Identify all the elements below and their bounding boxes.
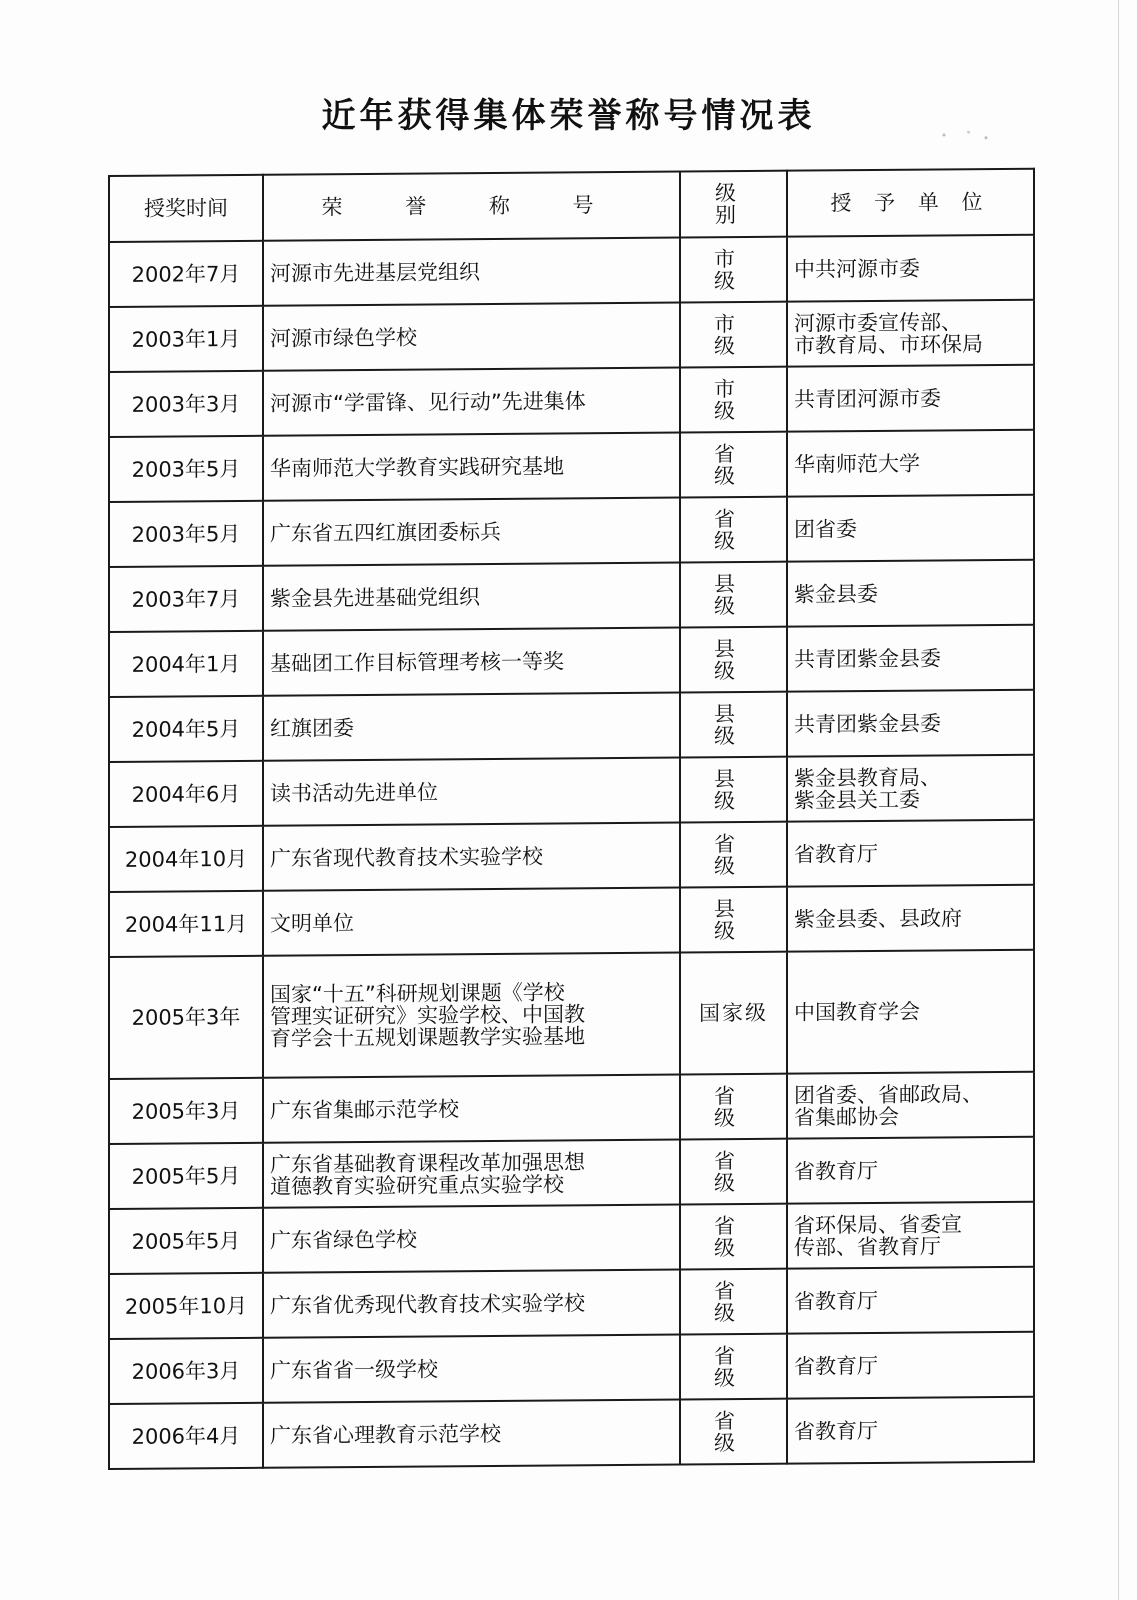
row-date: 2004年1月 bbox=[109, 631, 263, 697]
header-level: 级 别 bbox=[680, 171, 787, 238]
table-row bbox=[109, 235, 1034, 307]
table-row bbox=[109, 365, 1034, 437]
table-row bbox=[109, 300, 1034, 372]
table-row bbox=[109, 690, 1034, 762]
row-level: 县 级 bbox=[680, 757, 787, 823]
row-level: 省 级 bbox=[680, 1204, 787, 1270]
table-row bbox=[109, 950, 1034, 1079]
table-row bbox=[109, 755, 1034, 827]
row-level: 县 级 bbox=[680, 562, 787, 628]
row-grantor: 华南师范大学 bbox=[787, 430, 1034, 497]
table-row bbox=[109, 1332, 1034, 1404]
table-row bbox=[109, 1267, 1034, 1339]
row-level: 市 级 bbox=[680, 302, 787, 368]
row-honor: 文明单位 bbox=[263, 888, 680, 956]
row-honor: 广东省优秀现代教育技术实验学校 bbox=[263, 1270, 680, 1338]
row-honor: 读书活动先进单位 bbox=[263, 758, 680, 826]
row-grantor: 中共河源市委 bbox=[787, 235, 1034, 302]
table-row bbox=[109, 1397, 1034, 1469]
row-grantor: 团省委、省邮政局、 省集邮协会 bbox=[787, 1072, 1034, 1139]
scan-noise bbox=[930, 128, 1000, 142]
row-grantor: 共青团紫金县委 bbox=[787, 625, 1034, 692]
row-honor: 基础团工作目标管理考核一等奖 bbox=[263, 628, 680, 696]
row-grantor: 紫金县委、县政府 bbox=[787, 885, 1034, 952]
scan-edge-line bbox=[1118, 0, 1119, 1600]
row-honor: 广东省五四红旗团委标兵 bbox=[263, 498, 680, 566]
table-row bbox=[109, 885, 1034, 957]
row-level: 县 级 bbox=[680, 692, 787, 758]
row-honor: 河源市“学雷锋、见行动”先进集体 bbox=[263, 368, 680, 436]
row-honor: 紫金县先进基础党组织 bbox=[263, 563, 680, 631]
table-row bbox=[109, 1072, 1034, 1144]
row-honor: 广东省现代教育技术实验学校 bbox=[263, 823, 680, 891]
row-date: 2005年5月 bbox=[109, 1208, 263, 1274]
row-grantor: 省教育厅 bbox=[787, 820, 1034, 887]
row-date: 2005年3月 bbox=[109, 1078, 263, 1144]
row-date: 2003年7月 bbox=[109, 566, 263, 632]
row-level: 省 级 bbox=[680, 432, 787, 498]
row-level: 省 级 bbox=[680, 1399, 787, 1465]
row-date: 2002年7月 bbox=[109, 241, 263, 307]
row-honor: 河源市先进基层党组织 bbox=[263, 238, 680, 306]
row-date: 2004年11月 bbox=[109, 891, 263, 957]
header-grantor: 授 予 单 位 bbox=[787, 169, 1034, 237]
row-level: 国家级 bbox=[680, 952, 787, 1075]
row-level: 县 级 bbox=[680, 887, 787, 953]
row-honor: 红旗团委 bbox=[263, 693, 680, 761]
row-date: 2005年5月 bbox=[109, 1143, 263, 1209]
header-honor: 荣 誉 称 号 bbox=[263, 172, 680, 241]
row-level: 市 级 bbox=[680, 367, 787, 433]
row-level: 省 级 bbox=[680, 822, 787, 888]
row-level: 省 级 bbox=[680, 1139, 787, 1205]
row-date: 2004年10月 bbox=[109, 826, 263, 892]
row-honor: 广东省基础教育课程改革加强思想 道德教育实验研究重点实验学校 bbox=[263, 1140, 680, 1208]
honors-table bbox=[108, 168, 1035, 1470]
page-title: 近年获得集体荣誉称号情况表 bbox=[321, 96, 816, 136]
row-honor: 广东省绿色学校 bbox=[263, 1205, 680, 1273]
row-level: 省 级 bbox=[680, 1074, 787, 1140]
table-row bbox=[109, 1137, 1034, 1209]
row-grantor: 省教育厅 bbox=[787, 1397, 1034, 1464]
table-row bbox=[109, 560, 1034, 632]
row-honor: 河源市绿色学校 bbox=[263, 303, 680, 371]
row-honor: 华南师范大学教育实践研究基地 bbox=[263, 433, 680, 501]
row-grantor: 中国教育学会 bbox=[787, 950, 1034, 1074]
row-grantor: 紫金县委 bbox=[787, 560, 1034, 627]
table-body bbox=[109, 235, 1034, 1469]
header-date: 授奖时间 bbox=[109, 175, 263, 242]
table-row bbox=[109, 430, 1034, 502]
row-grantor: 省教育厅 bbox=[787, 1137, 1034, 1204]
table-row bbox=[109, 1202, 1034, 1274]
row-grantor: 共青团河源市委 bbox=[787, 365, 1034, 432]
row-date: 2003年3月 bbox=[109, 371, 263, 437]
row-date: 2006年3月 bbox=[109, 1338, 263, 1404]
row-grantor: 省教育厅 bbox=[787, 1332, 1034, 1399]
row-level: 省 级 bbox=[680, 497, 787, 563]
row-level: 市 级 bbox=[680, 237, 787, 303]
row-date: 2003年1月 bbox=[109, 306, 263, 372]
row-level: 县 级 bbox=[680, 627, 787, 693]
table-row bbox=[109, 495, 1034, 567]
row-honor: 广东省心理教育示范学校 bbox=[263, 1400, 680, 1468]
table-row bbox=[109, 625, 1034, 697]
row-date: 2004年6月 bbox=[109, 761, 263, 827]
table-header-row bbox=[109, 169, 1034, 242]
row-honor: 广东省省一级学校 bbox=[263, 1335, 680, 1403]
row-date: 2006年4月 bbox=[109, 1403, 263, 1469]
row-date: 2003年5月 bbox=[109, 436, 263, 502]
row-date: 2005年10月 bbox=[109, 1273, 263, 1339]
row-grantor: 紫金县教育局、 紫金县关工委 bbox=[787, 755, 1034, 822]
row-grantor: 河源市委宣传部、 市教育局、市环保局 bbox=[787, 300, 1034, 367]
row-date: 2005年3年 bbox=[109, 956, 263, 1079]
row-level: 省 级 bbox=[680, 1269, 787, 1335]
row-grantor: 省环保局、省委宣 传部、省教育厅 bbox=[787, 1202, 1034, 1269]
row-level: 省 级 bbox=[680, 1334, 787, 1400]
row-honor: 国家“十五”科研规划课题《学校 管理实证研究》实验学校、中国教 育学会十五规划课题教学实验基地 bbox=[263, 953, 680, 1078]
table-row bbox=[109, 820, 1034, 892]
row-grantor: 共青团紫金县委 bbox=[787, 690, 1034, 757]
row-date: 2004年5月 bbox=[109, 696, 263, 762]
row-honor: 广东省集邮示范学校 bbox=[263, 1075, 680, 1143]
row-date: 2003年5月 bbox=[109, 501, 263, 567]
row-grantor: 团省委 bbox=[787, 495, 1034, 562]
row-grantor: 省教育厅 bbox=[787, 1267, 1034, 1334]
